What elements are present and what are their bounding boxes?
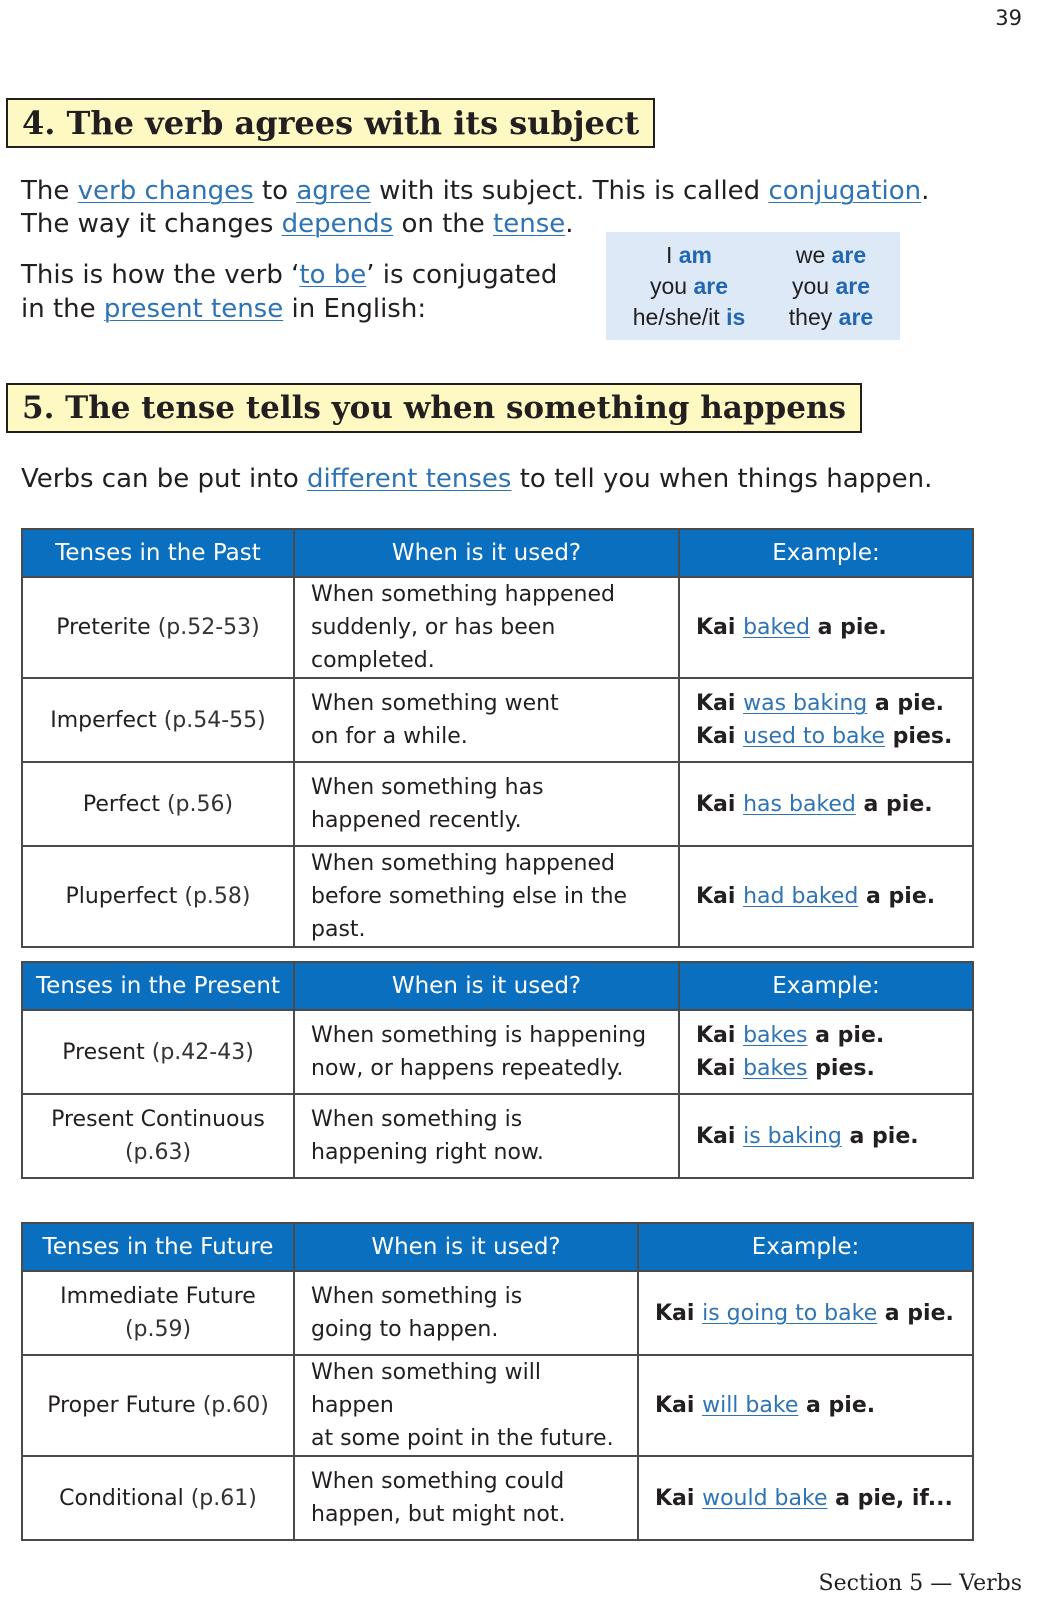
usage-line: on for a while. [311, 724, 468, 749]
usage-line: When something happened [311, 582, 615, 607]
example-text: Kai [696, 691, 744, 716]
tense-name-cell [22, 762, 294, 846]
tense-name: Perfect [82, 791, 160, 817]
example-text: a pie, if... [827, 1485, 953, 1511]
example-text: a pie. [867, 691, 944, 716]
tense-name: Present [62, 1039, 145, 1065]
section-4-paragraph-1 [21, 174, 929, 208]
tense-name: Preterite [56, 615, 151, 640]
example-verb-link[interactable]: baked [743, 615, 810, 640]
example-text: Kai [696, 615, 744, 640]
conjugation-singular-column [614, 240, 764, 333]
example-line [696, 1052, 956, 1085]
tense-name: Pluperfect [65, 884, 178, 909]
tense-name: Present Continuous [51, 1107, 265, 1132]
usage-cell [294, 762, 679, 846]
example-line [696, 880, 956, 913]
tense-name-cell [22, 577, 294, 678]
text-span: ’ is conjugated [366, 260, 558, 290]
section-footer: Section 5 — Verbs [818, 1571, 1022, 1596]
usage-cell [294, 846, 679, 947]
text-span: on the [393, 209, 494, 239]
pronoun: I [665, 242, 679, 268]
link-verb-changes[interactable]: verb changes [77, 176, 254, 206]
usage-line: suddenly, or has been completed. [311, 615, 556, 673]
example-cell [638, 1271, 973, 1355]
conjugation-row [614, 302, 764, 333]
example-cell [638, 1355, 973, 1456]
table-row [22, 1094, 973, 1178]
example-line [655, 1482, 956, 1515]
text-span: to tell you when things happen. [511, 464, 933, 494]
usage-line: When something could [311, 1469, 565, 1494]
section-4-paragraph-3a [21, 258, 557, 292]
verb-form: am [678, 242, 713, 268]
example-text: pies. [807, 1056, 875, 1081]
usage-cell [294, 577, 679, 678]
tense-name-cell [22, 1094, 294, 1178]
table-row [22, 1010, 973, 1094]
text-span: . [921, 176, 930, 206]
example-text: a pie. [858, 884, 936, 909]
conjugation-plural-column [766, 240, 896, 333]
example-text: Kai [655, 1393, 703, 1418]
link-conjugation[interactable]: conjugation [768, 176, 922, 206]
example-line [696, 720, 956, 753]
usage-cell [294, 1271, 638, 1355]
column-header-tense: Tenses in the Present [22, 962, 294, 1010]
example-text: Kai [696, 1123, 744, 1149]
verb-form: are [831, 242, 867, 268]
example-verb-link[interactable]: has baked [743, 791, 856, 817]
usage-line: now, or happens repeatedly. [311, 1056, 624, 1081]
usage-cell [294, 1456, 638, 1540]
example-text: pies. [885, 724, 953, 749]
example-text: a pie. [807, 1023, 885, 1048]
example-verb-link[interactable]: had baked [743, 884, 859, 909]
example-verb-link[interactable]: used to bake [743, 724, 886, 749]
example-cell [679, 1010, 973, 1094]
past-tenses-table [21, 528, 974, 948]
example-cell [679, 577, 973, 678]
usage-line: at some point in the future. [311, 1426, 614, 1451]
page-reference: (p.61) [190, 1485, 257, 1511]
usage-line: happening right now. [311, 1140, 544, 1165]
conjugation-row [766, 302, 896, 333]
example-line [655, 1297, 956, 1330]
link-depends[interactable]: depends [281, 209, 394, 239]
column-header-when: When is it used? [294, 529, 679, 577]
conjugation-row [766, 240, 896, 271]
tense-name: Imperfect [50, 707, 157, 733]
tense-name-cell [22, 1271, 294, 1355]
future-tenses-table [21, 1222, 974, 1541]
pronoun: you [791, 273, 836, 299]
tense-name-cell [22, 1010, 294, 1094]
column-header-when: When is it used? [294, 1223, 638, 1271]
example-cell [679, 846, 973, 947]
usage-line: When something has [311, 775, 544, 800]
column-header-tense: Tenses in the Future [22, 1223, 294, 1271]
link-to-be[interactable]: to be [299, 260, 367, 290]
text-span: The way it changes [21, 209, 282, 239]
present-tenses-table [21, 961, 974, 1179]
section-4-paragraph-2 [21, 207, 574, 241]
tense-name: Proper Future [47, 1393, 196, 1418]
example-text: a pie. [798, 1393, 876, 1418]
pronoun: you [649, 273, 694, 299]
section-4-paragraph-3b [21, 292, 426, 326]
usage-line: When something is [311, 1107, 523, 1132]
verb-form: are [693, 273, 729, 299]
page-number: 39 [995, 6, 1022, 30]
usage-line: happened recently. [311, 808, 522, 833]
table-header-row [22, 1223, 973, 1271]
tense-name-cell [22, 1456, 294, 1540]
column-header-example: Example: [679, 962, 973, 1010]
usage-line: happen, but might not. [311, 1502, 566, 1527]
text-span: The [21, 176, 78, 206]
page-reference: (p.60) [202, 1393, 269, 1418]
example-verb-link[interactable]: bakes [743, 1056, 808, 1081]
table-row [22, 678, 973, 762]
text-span: Verbs can be put into [21, 464, 308, 494]
example-text: Kai [696, 724, 744, 749]
conjugation-box [606, 232, 900, 340]
link-tense[interactable]: tense [493, 209, 566, 239]
example-verb-link[interactable]: will bake [702, 1393, 799, 1418]
example-text: Kai [696, 1056, 744, 1081]
table-row [22, 1456, 973, 1540]
page-reference: (p.63) [124, 1140, 192, 1165]
example-text: Kai [696, 791, 744, 817]
example-line [696, 611, 956, 644]
usage-line: When something happened [311, 851, 615, 876]
example-text: a pie. [877, 1300, 954, 1326]
text-span: This is how the verb ‘ [21, 260, 300, 290]
text-span: in English: [283, 294, 427, 324]
usage-cell [294, 1094, 679, 1178]
example-cell [679, 678, 973, 762]
example-text: Kai [696, 1023, 744, 1048]
conjugation-row [614, 240, 764, 271]
tense-name-cell [22, 846, 294, 947]
pronoun: we [795, 242, 832, 268]
table-row [22, 846, 973, 947]
link-agree[interactable]: agree [296, 176, 371, 206]
example-verb-link[interactable]: bakes [743, 1023, 808, 1048]
section-5-intro [21, 462, 932, 496]
column-header-tense: Tenses in the Past [22, 529, 294, 577]
column-header-example: Example: [638, 1223, 973, 1271]
usage-line: before something else in the past. [311, 884, 628, 942]
example-line [696, 1120, 956, 1153]
tense-name-cell [22, 678, 294, 762]
usage-cell [294, 1355, 638, 1456]
table-row [22, 1355, 973, 1456]
example-verb-link[interactable]: was baking [743, 691, 868, 716]
usage-line: When something is happening [311, 1023, 647, 1048]
verb-form: are [838, 304, 874, 330]
usage-line: When something is [311, 1284, 523, 1309]
pronoun: they [788, 304, 839, 330]
example-text: a pie. [855, 791, 933, 817]
usage-cell [294, 678, 679, 762]
example-line [655, 1389, 956, 1422]
usage-line: going to happen. [311, 1317, 499, 1342]
usage-line: When something went [311, 691, 559, 716]
page-reference: (p.58) [184, 884, 251, 909]
link-present-tense[interactable]: present tense [103, 294, 284, 324]
page-reference: (p.59) [124, 1317, 192, 1342]
page-reference: (p.54-55) [163, 707, 266, 733]
example-text: Kai [696, 884, 744, 909]
page-reference: (p.42-43) [151, 1039, 254, 1065]
conjugation-row [766, 271, 896, 302]
page-reference: (p.52-53) [157, 615, 260, 640]
link-different-tenses[interactable]: different tenses [307, 464, 512, 494]
usage-line: When something will happen [311, 1360, 541, 1418]
text-span: in the [21, 294, 104, 324]
conjugation-row [614, 271, 764, 302]
tense-name-cell [22, 1355, 294, 1456]
table-header-row [22, 529, 973, 577]
table-header-row [22, 962, 973, 1010]
example-text: a pie. [841, 1123, 919, 1149]
example-cell [679, 762, 973, 846]
section-4-heading: 4. The verb agrees with its subject [6, 98, 655, 148]
column-header-when: When is it used? [294, 962, 679, 1010]
table-row [22, 577, 973, 678]
tense-name: Immediate Future [60, 1284, 256, 1309]
example-line [696, 687, 956, 720]
table-row [22, 762, 973, 846]
tense-name: Conditional [59, 1485, 184, 1511]
usage-cell [294, 1010, 679, 1094]
example-text: Kai [655, 1300, 703, 1326]
column-header-example: Example: [679, 529, 973, 577]
verb-form: is [726, 304, 746, 330]
example-text: Kai [655, 1485, 703, 1511]
example-line [696, 1019, 956, 1052]
example-line [696, 788, 956, 821]
example-verb-link[interactable]: would bake [702, 1485, 828, 1511]
text-span: to [253, 176, 297, 206]
example-cell [638, 1456, 973, 1540]
pronoun: he/she/it [632, 304, 727, 330]
example-text: a pie. [810, 615, 887, 640]
text-span: with its subject. This is called [370, 176, 769, 206]
text-span: . [565, 209, 574, 239]
table-row [22, 1271, 973, 1355]
page-reference: (p.56) [166, 791, 234, 817]
verb-form: are [835, 273, 871, 299]
example-verb-link[interactable]: is baking [743, 1123, 842, 1149]
section-5-heading: 5. The tense tells you when something happens [6, 383, 862, 433]
example-cell [679, 1094, 973, 1178]
example-verb-link[interactable]: is going to bake [702, 1300, 878, 1326]
